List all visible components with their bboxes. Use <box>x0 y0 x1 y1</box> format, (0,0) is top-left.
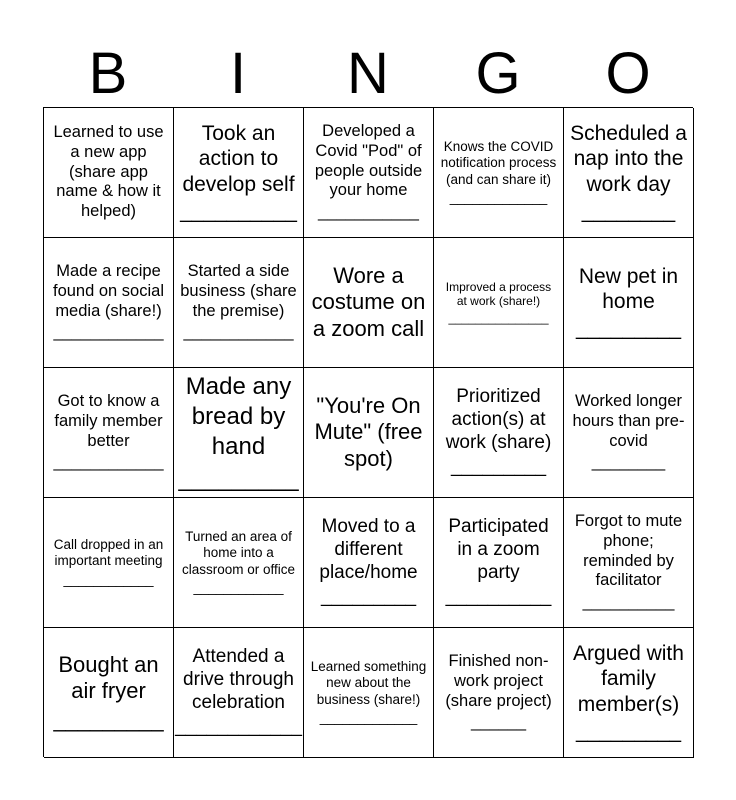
bingo-cell[interactable] <box>434 628 564 758</box>
answer-line: _________ <box>450 456 547 478</box>
cell-text: Finished non-work project (share project) <box>445 651 552 710</box>
cell-text: Bought an air fryer <box>58 651 159 704</box>
answer-line: _____________ <box>449 189 548 205</box>
cell-text: Developed a Covid "Pod" of people outside your home <box>314 122 423 200</box>
answer-line: ____________ <box>63 571 154 587</box>
bingo-cell[interactable] <box>44 108 174 238</box>
answer-line: _________ <box>178 464 299 492</box>
header-letter-o: O <box>605 41 651 106</box>
answer-line: ____________ <box>175 716 302 738</box>
cell-text: Improved a process at work (share!) <box>445 279 552 309</box>
bingo-cell[interactable] <box>564 368 694 498</box>
bingo-cell[interactable] <box>564 628 694 758</box>
cell-text: Argued with family member(s) <box>573 642 684 716</box>
bingo-cell-free-space[interactable] <box>304 368 434 498</box>
answer-line: ____________ <box>53 453 164 472</box>
answer-line: __________ <box>445 586 552 608</box>
bingo-cell[interactable] <box>174 238 304 368</box>
cell-text: Knows the COVID notification process (and can share it) <box>440 139 557 187</box>
cell-text: Made a recipe found on social media (share!) <box>53 261 164 320</box>
cell-text: Learned to use a new app (share app name & how it helped) <box>53 123 164 221</box>
cell-text: Forgot to mute phone; reminded by facilitator <box>574 512 683 590</box>
answer-line: _________ <box>575 317 682 341</box>
cell-text: New pet in home <box>578 264 679 313</box>
bingo-cell[interactable] <box>564 238 694 368</box>
answer-line: __________ <box>180 199 297 223</box>
bingo-cell[interactable] <box>304 628 434 758</box>
bingo-cell[interactable] <box>174 368 304 498</box>
answer-line: _________ <box>53 706 164 732</box>
cell-text: Took an action to develop self <box>182 122 295 196</box>
answer-line: ________ <box>581 199 676 223</box>
bingo-cell[interactable] <box>44 238 174 368</box>
bingo-cell[interactable] <box>174 108 304 238</box>
cell-text: "You're On Mute" (free spot) <box>314 392 423 471</box>
cell-text: Prioritized action(s) at work (share) <box>445 385 552 453</box>
cell-text: Call dropped in an important meeting <box>53 537 164 569</box>
bingo-cell[interactable] <box>44 498 174 628</box>
bingo-cell[interactable] <box>174 498 304 628</box>
header-letter-b: B <box>88 41 128 106</box>
cell-text: Moved to a different place/home <box>319 515 418 583</box>
bingo-cell[interactable] <box>564 108 694 238</box>
cell-text: Worked longer hours than pre-covid <box>572 391 685 450</box>
answer-line: _____________ <box>319 709 418 725</box>
bingo-cell[interactable] <box>304 108 434 238</box>
bingo-grid <box>43 107 693 757</box>
answer-line: ______ <box>470 713 527 732</box>
cell-text: Started a side business (share the premise) <box>180 261 297 320</box>
bingo-cell[interactable] <box>44 368 174 498</box>
cell-text: Attended a drive through celebration <box>183 645 294 713</box>
cell-text: Learned something new about the business (share!) <box>310 659 427 707</box>
cell-text: Wore a costume on a zoom call <box>311 262 426 341</box>
answer-line: ____________ <box>183 323 294 342</box>
answer-line: ___________ <box>318 203 419 222</box>
answer-line: _______________ <box>448 310 549 325</box>
bingo-cell[interactable] <box>434 368 564 498</box>
answer-line: ________ <box>591 453 666 472</box>
bingo-cell[interactable] <box>304 238 434 368</box>
answer-line: _________ <box>575 719 682 743</box>
answer-line: _________ <box>320 586 417 608</box>
cell-text: Scheduled a nap into the work day <box>570 122 687 196</box>
header-letter-i: I <box>229 41 247 106</box>
header-letter-g: G <box>475 41 521 106</box>
answer-line: ____________ <box>193 579 284 595</box>
cell-text: Got to know a family member better <box>54 391 163 450</box>
bingo-cell[interactable] <box>304 498 434 628</box>
bingo-cell[interactable] <box>434 108 564 238</box>
cell-text: Turned an area of home into a classroom or office <box>181 529 296 577</box>
bingo-cell[interactable] <box>434 498 564 628</box>
header-letter-n: N <box>347 41 389 106</box>
bingo-header <box>43 40 693 108</box>
answer-line: ____________ <box>53 323 164 342</box>
bingo-cell[interactable] <box>434 238 564 368</box>
bingo-cell[interactable] <box>174 628 304 758</box>
answer-line: __________ <box>582 593 675 612</box>
cell-text: Made any bread by hand <box>185 372 292 460</box>
cell-text: Participated in a zoom party <box>448 515 549 583</box>
bingo-cell[interactable] <box>44 628 174 758</box>
bingo-cell[interactable] <box>564 498 694 628</box>
